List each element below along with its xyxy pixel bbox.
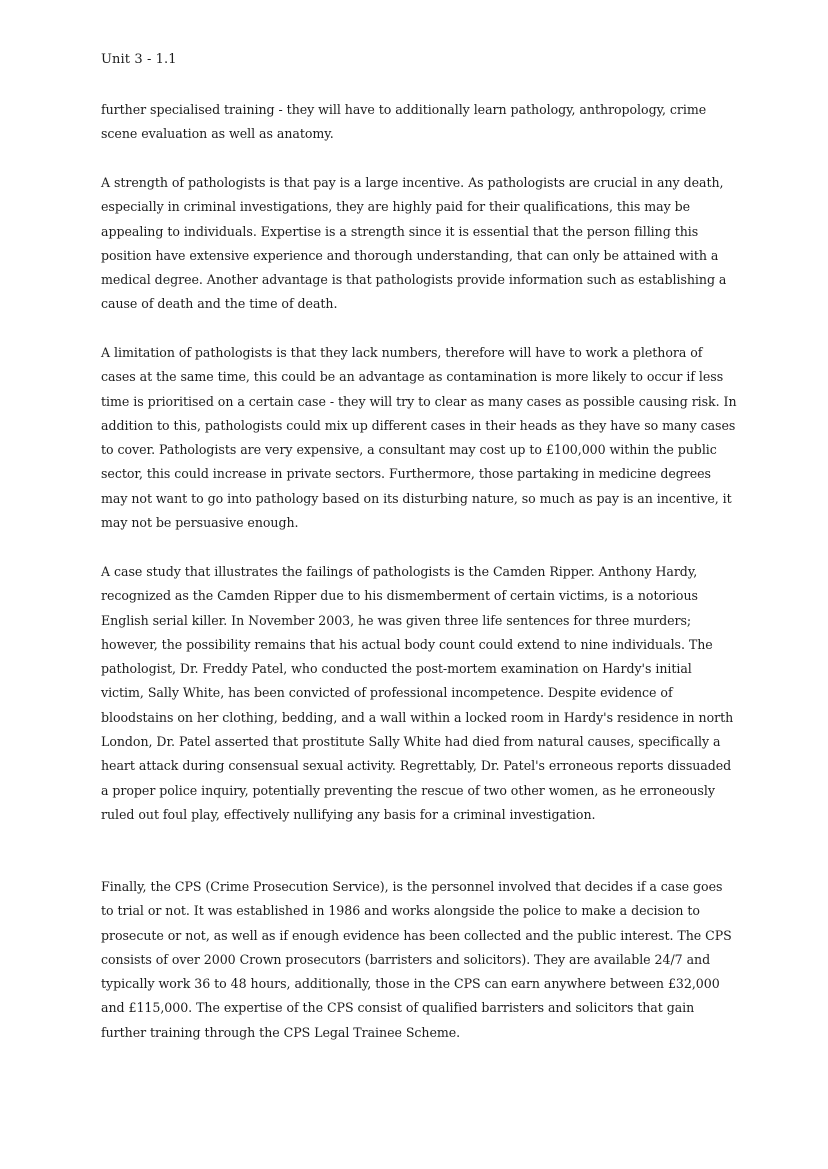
paragraph-pathologist-strengths: A strength of pathologists is that pay is a large incentive. As pathologists are crucial in any death, especially in criminal investigations, they are highly paid for their qualifications, this may be appealing to individuals. Expertise is a strength since it is essential that the person filling this position have extensive experience and thorough understanding, that can only be attained with a medical degree. Another advantage is that pathologists provide information such as establishing a cause of death and the time of death.: [101, 175, 727, 312]
paragraph-pathologist-limitations: A limitation of pathologists is that they lack numbers, therefore will have to work a plethora of cases at the same time, this could be an advantage as contamination is more likely to occur if less time is prioritised on a certain case - they will try to clear as many cases as possible causing risk. In addition to this, pathologists could mix up different cases in their heads as they have so many cases to cover. Pathologists are very expensive, a consultant may cost up to £100,000 within the public sector, this could increase in private sectors. Furthermore, those partaking in medicine degrees may not want to go into pathology based on its disturbing nature, so much as pay is an incentive, it may not be persuasive enough.: [101, 345, 737, 531]
page-header: Unit 3 - 1.1: [101, 52, 177, 67]
paragraph-camden-ripper-case-study: A case study that illustrates the failings of pathologists is the Camden Ripper. Anthony Hardy, recognized as the Camden Ripper due to his dismemberment of certain victims, is a notorious English serial killer. In November 2003, he was given three life sentences for three murders; however, the possibility remains that his actual body count could extend to nine individuals. The pathologist, Dr. Freddy Patel, who conducted the post-mortem examination on Hardy's initial victim, Sally White, has been convicted of professional incompetence. Despite evidence of bloodstains on her clothing, bedding, and a wall within a locked room in Hardy's residence in north London, Dr. Patel asserted that prostitute Sally White had died from natural causes, specifically a heart attack during consensual sexual activity. Regrettably, Dr. Patel's erroneous reports dissuaded a proper police inquiry, potentially preventing the rescue of two other women, as he erroneously ruled out foul play, effectively nullifying any basis for a criminal investigation.: [101, 564, 734, 822]
paragraph-cps-overview: Finally, the CPS (Crime Prosecution Service), is the personnel involved that decides if a case goes to trial or not. It was established in 1986 and works alongside the police to make a decision to prosecute or not, as well as if enough evidence has been collected and the public interest. The CPS consists of over 2000 Crown prosecutors (barristers and solicitors). They are available 24/7 and typically work 36 to 48 hours, additionally, those in the CPS can earn anywhere between £32,000 and £115,000. The expertise of the CPS consist of qualified barristers and solicitors that gain further training through the CPS Legal Trainee Scheme.: [101, 879, 732, 1040]
paragraph-pathologist-training: further specialised training - they will have to additionally learn pathology, anthropology, crime scene evaluation as well as anatomy.: [101, 102, 707, 142]
